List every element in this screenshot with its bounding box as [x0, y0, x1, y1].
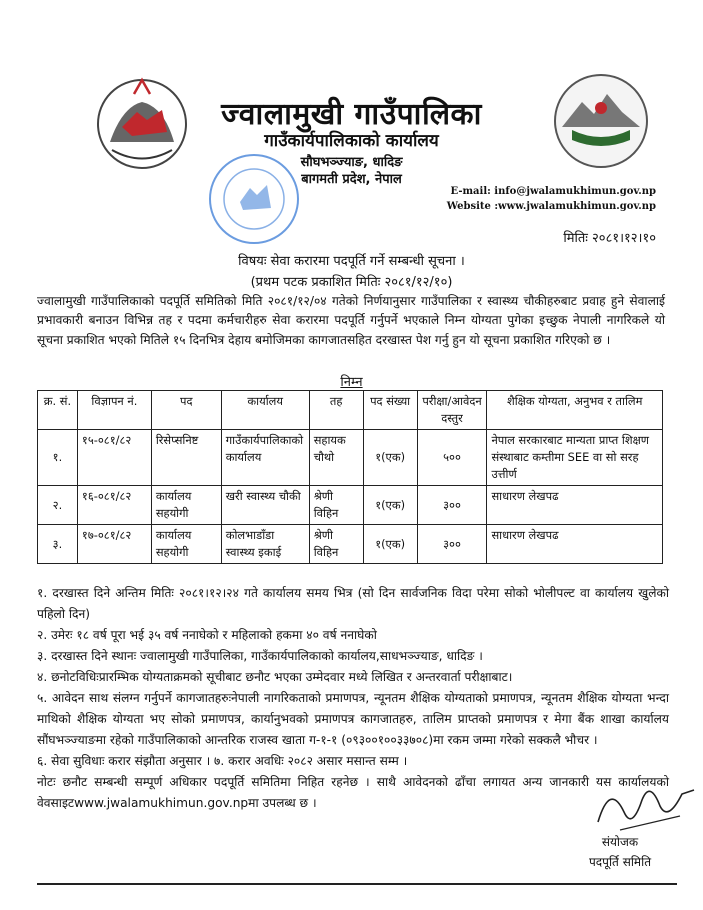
note-item: नोटः छनौट सम्बन्धी सम्पूर्ण अधिकार पदपूर्ति समितिमा निहित रहनेछ । साथै आवेदनको ढाँचा लगायत अन्य जानकारी यस कार्यालयको वेवसाइटwww.jwalamukhimun.gov.npमा उपलब्ध छ । — [37, 775, 669, 810]
header-cell: पद — [151, 391, 221, 430]
cell-fee: ५०० — [417, 430, 487, 486]
intro-paragraph: ज्वालामुखी गाउँपालिकाको पदपूर्ति समितिको मिति २०८१/१२/०४ गतेको निर्णयानुसार गाउँपालिका र स्वास्थ्य चौकीहरुबाट प्रवाह हुने सेवालाई प्रभावकारी बनाउन विभिन्न तह र पदमा कर्मचारीहरु सेवा करारमा पदपूर्ति गर्नुपर्ने भएकाले निम्न योग्यता पुगेका इच्छुक नेपाली नागरिकले यो सूचना प्रकाशित भएको मितिले १५ दिनभित्र देहाय बमोजिमका कागजातसहित दरखास्त पेश गर्नु हुन यो सूचना प्रकाशित गरिएको छ । — [37, 294, 665, 347]
condition-item: ३. दरखास्त दिने स्थानः ज्वालामुखी गाउँपालिका, गाउँकार्यपालिकाको कार्यालय,साधभञ्ज्याङ, धादिङ । — [37, 649, 483, 663]
cell-post: कार्यालय सहयोगी — [151, 486, 221, 525]
cell-serial: २. — [38, 486, 78, 525]
cell-office: कोलभाडाँडा स्वास्थ्य इकाई — [221, 525, 309, 564]
email-line[interactable]: E-mail: info@jwalamukhimun.gov.np — [450, 186, 656, 197]
header-cell: परीक्षा/आवेदन दस्तुर — [417, 391, 487, 430]
cell-post: रिसेप्सनिष्ट — [151, 430, 221, 486]
condition-item: ५. आवेदन साथ संलग्न गर्नुपर्ने कागजातहरुःनेपाली नागरिकताको प्रमाणपत्र, न्यूनतम शैक्षिक योग्यताको प्रमाणपत्र, न्यूनतम शैक्षिक योग्यता भन्दा माथिको शैक्षिक योग्यता भए सोको प्रमाणपत्र, कार्यानुभवको प्रमाणपत्र कागजातहरु, तालिम प्राप्तको प्रमाणपत्र र मेगा बैंक शाखा कार्यालय सौंघभञ्ज्याङमा रहेको गाउँपालिकाको आन्तरिक राजस्व खाता ग-१-१ (०९३००१००३३७०८)मा रकम जम्मा गरेको सक्कलै भौचर । — [37, 691, 669, 747]
header-cell: कार्यालय — [221, 391, 309, 430]
address-line-2: बागमती प्रदेश, नेपाल — [301, 172, 402, 187]
cell-ad-number: १७-०८१/८२ — [77, 525, 151, 564]
cell-fee: ३०० — [417, 486, 487, 525]
first-published-date: (प्रथम पटक प्रकाशित मितिः २०८१/१२/१०) — [250, 275, 453, 290]
office-name: गाउँकार्यपालिकाको कार्यालय — [264, 131, 439, 151]
condition-item: ४. छनोटविधिःप्रारम्भिक योग्यताक्रमको सूचीबाट छनौट भएका उम्मेदवार मध्ये लिखित र अन्तरवार्ता परीक्षाबाट। — [37, 670, 513, 684]
cell-qualification: साधारण लेखपढ — [487, 525, 663, 564]
header-cell: पद संख्या — [363, 391, 417, 430]
notice-date: मितिः २०८१।१२।१० — [563, 231, 656, 246]
cell-ad-number: १६-०८१/८२ — [77, 486, 151, 525]
cell-serial: ३. — [38, 525, 78, 564]
cell-post-count: १(एक) — [363, 486, 417, 525]
bottom-divider — [37, 883, 677, 885]
condition-item: ६. सेवा सुविधाः करार संझौता अनुसार । ७. करार अवधिः २०८२ असार मसान्त सम्म । — [37, 754, 408, 768]
header-cell: शैक्षिक योग्यता, अनुभव र तालिम — [487, 391, 663, 430]
vacancy-table — [37, 390, 663, 564]
cell-serial: १. — [38, 430, 78, 486]
address-line-1: सौघभञ्ज्याङ, धादिङ — [300, 155, 403, 170]
cell-qualification: नेपाल सरकारबाट मान्यता प्राप्त शिक्षण संस्थाबाट कम्तीमा SEE वा सो सरह उत्तीर्ण — [487, 430, 663, 486]
cell-ad-number: १५-०८१/८२ — [77, 430, 151, 486]
cell-level: श्रेणी विहिन — [309, 525, 363, 564]
cell-office: गाउँकार्यपालिकाको कार्यालय — [221, 430, 309, 486]
table-row — [38, 525, 663, 564]
condition-item: १. दरखास्त दिने अन्तिम मितिः २०८१।१२।२४ गते कार्यालय समय भित्र (सो दिन सार्वजनिक विदा परेमा सोको भोलीपल्ट वा कार्यालय खुलेको पहिलो दिन) — [37, 586, 669, 621]
cell-fee: ३०० — [417, 525, 487, 564]
condition-item: २. उमेरः १८ वर्ष पूरा भई ३५ वर्ष ननाघेको र महिलाको हकमा ४० वर्ष ननाघेको — [37, 628, 377, 642]
org-name: ज्वालामुखी गाउँपालिका — [221, 97, 482, 132]
cell-qualification: साधारण लेखपढ — [487, 486, 663, 525]
signer-block — [560, 832, 680, 872]
conditions-list — [37, 583, 669, 814]
table-row — [38, 430, 663, 486]
website-line[interactable]: Website :www.jwalamukhimun.gov.np — [446, 201, 656, 212]
cell-post: कार्यालय सहयोगी — [151, 525, 221, 564]
cell-level: श्रेणी विहिन — [309, 486, 363, 525]
table-row — [38, 486, 663, 525]
table-header-row — [38, 391, 663, 430]
table-caption: निम्न — [340, 375, 363, 390]
cell-office: खरी स्वास्थ्य चौकी — [221, 486, 309, 525]
header-cell: विज्ञापन नं. — [77, 391, 151, 430]
header-cell: तह — [309, 391, 363, 430]
header-cell: क्र. सं. — [38, 391, 78, 430]
signer-title: संयोजक — [601, 835, 639, 849]
signer-committee: पदपूर्ति समिति — [588, 855, 652, 869]
cell-post-count: १(एक) — [363, 525, 417, 564]
cell-level: सहायक चौथो — [309, 430, 363, 486]
notice-subject: विषयः सेवा करारमा पदपूर्ति गर्ने सम्बन्धी सूचना । — [238, 254, 465, 269]
cell-post-count: १(एक) — [363, 430, 417, 486]
